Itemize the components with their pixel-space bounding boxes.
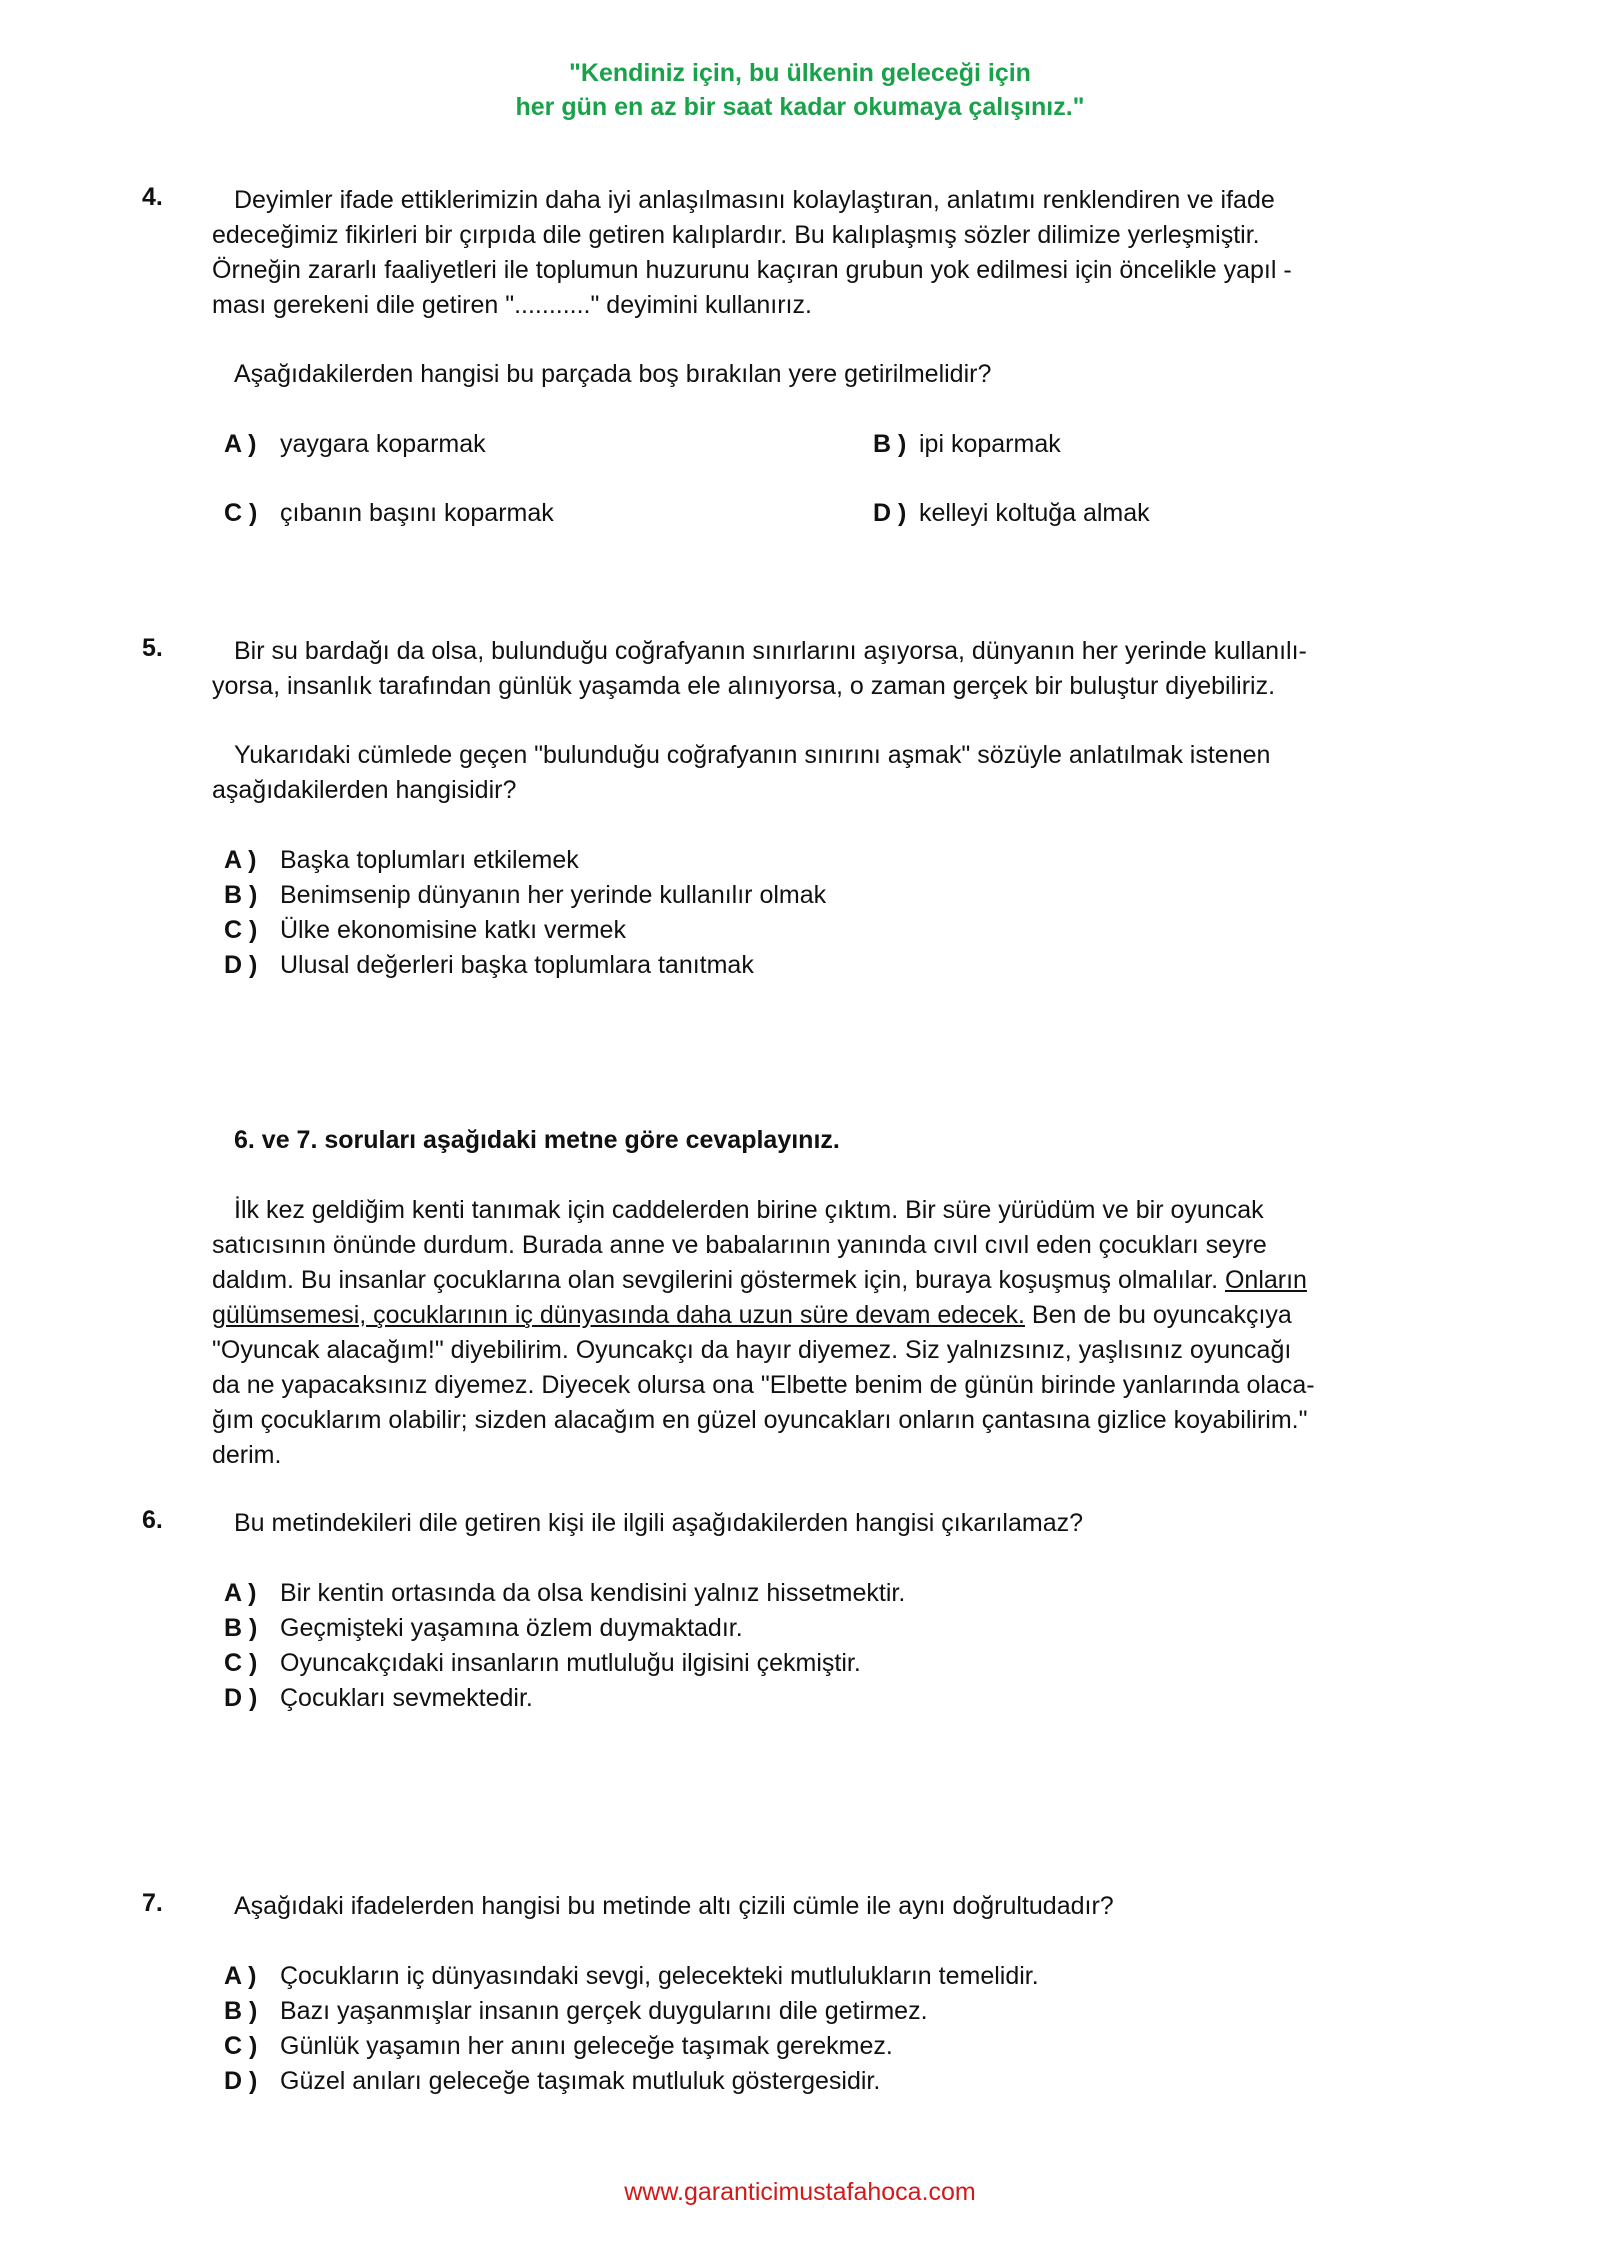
option-text: Ülke ekonomisine katkı vermek — [280, 916, 626, 944]
option-text: Geçmişteki yaşamına özlem duymaktadır. — [280, 1614, 743, 1642]
option-text: Bazı yaşanmışlar insanın gerçek duygularını dile getirmez. — [280, 1997, 928, 2025]
option-d[interactable] — [224, 1681, 533, 1716]
passage-line: ğım çocuklarım olabilir; sizden alacağım en güzel oyuncakları onların çantasına gizlice koyabilirim." — [212, 1406, 1308, 1434]
question-number: 5. — [142, 634, 163, 662]
option-c[interactable] — [224, 2029, 893, 2064]
option-b[interactable] — [224, 878, 826, 913]
option-text: çıbanın başını koparmak — [280, 499, 554, 527]
text-line: Örneğin zararlı faaliyetleri ile toplumun huzurunu kaçıran grubun yok edilmesi için öncelikle yapıl - — [212, 256, 1292, 284]
underlined-sentence: Onların — [1224, 1266, 1307, 1294]
option-text: Güzel anıları geleceğe taşımak mutluluk göstergesidir. — [280, 2067, 881, 2095]
option-text: Başka toplumları etkilemek — [280, 846, 579, 874]
option-a[interactable] — [224, 1959, 1039, 1994]
passage-text — [212, 1193, 1412, 1473]
question-number: 6. — [142, 1506, 163, 1534]
option-letter: D ) — [873, 499, 907, 527]
question-text — [212, 634, 1412, 704]
question-number: 7. — [142, 1889, 163, 1917]
option-a[interactable] — [224, 1576, 905, 1611]
text-line: aşağıdakilerden hangisidir? — [212, 776, 517, 804]
option-text: Günlük yaşamın her anını geleceğe taşımak gerekmez. — [280, 2032, 893, 2060]
passage-line: daldım. Bu insanlar çocuklarına olan sevgilerini göstermek için, buraya koşuşmuş olmalılar. Onların — [212, 1266, 1307, 1294]
option-letter: D ) — [224, 951, 258, 979]
option-d[interactable] — [224, 2064, 880, 2099]
text-line: yorsa, insanlık tarafından günlük yaşamda ele alınıyorsa, o zaman gerçek bir buluştur diyebiliriz. — [212, 672, 1276, 700]
passage-heading: 6. ve 7. soruları aşağıdaki metne göre cevaplayınız. — [234, 1126, 840, 1154]
passage-line: da ne yapacaksınız diyemez. Diyecek olursa ona "Elbette benim de günün birinde yanlarında olaca- — [212, 1371, 1315, 1399]
option-letter: B ) — [224, 1614, 258, 1642]
option-a[interactable] — [224, 427, 486, 462]
option-text: kelleyi koltuğa almak — [919, 499, 1150, 527]
option-letter: A ) — [224, 1962, 257, 1990]
text-line: Yukarıdaki cümlede geçen "bulunduğu coğrafyanın sınırını aşmak" sözüyle anlatılmak istenen — [234, 741, 1271, 769]
option-d[interactable] — [224, 948, 754, 983]
option-c[interactable] — [224, 496, 554, 531]
option-letter: A ) — [224, 1579, 257, 1607]
option-letter: C ) — [224, 499, 258, 527]
question-text — [212, 183, 1412, 323]
question-number: 4. — [142, 183, 163, 211]
passage-line: gülümsemesi, çocuklarının iç dünyasında daha uzun süre devam edecek. Ben de bu oyuncakçıya — [212, 1301, 1292, 1329]
passage-line: İlk kez geldiğim kenti tanımak için caddelerden birine çıktım. Bir süre yürüdüm ve bir oyuncak — [234, 1196, 1264, 1224]
text-line: ması gerekeni dile getiren "..........." deyimini kullanırız. — [212, 291, 812, 319]
footer-website-link[interactable]: www.garanticimustafahoca.com — [624, 2178, 976, 2206]
option-text: Benimsenip dünyanın her yerinde kullanılır olmak — [280, 881, 827, 909]
option-text: Çocukları sevmektedir. — [280, 1684, 533, 1712]
motto-line-2: her gün en az bir saat kadar okumaya çalışınız." — [515, 93, 1085, 121]
option-letter: D ) — [224, 2067, 258, 2095]
option-a[interactable] — [224, 843, 579, 878]
passage-line: "Oyuncak alacağım!" diyebilirim. Oyuncakçı da hayır diyemez. Siz yalnızsınız, yaşlısınız oyuncağı — [212, 1336, 1292, 1364]
option-c[interactable] — [224, 1646, 861, 1681]
text-line: Deyimler ifade ettiklerimizin daha iyi anlaşılmasını kolaylaştıran, anlatımı renklendiren ve ifade — [234, 186, 1275, 214]
option-letter: A ) — [224, 430, 257, 458]
question-prompt — [212, 738, 1412, 808]
motto-header — [0, 56, 1600, 124]
option-letter: C ) — [224, 2032, 258, 2060]
option-d[interactable] — [873, 496, 1150, 531]
underlined-sentence: gülümsemesi, çocuklarının iç dünyasında daha uzun süre devam edecek. — [212, 1301, 1025, 1329]
option-letter: B ) — [224, 1997, 258, 2025]
question-prompt: Bu metindekileri dile getiren kişi ile ilgili aşağıdakilerden hangisi çıkarılamaz? — [234, 1509, 1084, 1537]
option-text: ipi koparmak — [919, 430, 1061, 458]
text-line: edeceğimiz fikirleri bir çırpıda dile getiren kalıplardır. Bu kalıplaşmış sözler dilimize yerleşmiştir. — [212, 221, 1260, 249]
option-letter: A ) — [224, 846, 257, 874]
option-b[interactable] — [224, 1994, 928, 2029]
option-letter: C ) — [224, 916, 258, 944]
question-prompt: Aşağıdakilerden hangisi bu parçada boş bırakılan yere getirilmelidir? — [234, 360, 992, 388]
option-letter: B ) — [873, 430, 907, 458]
option-b[interactable] — [224, 1611, 743, 1646]
option-text: yaygara koparmak — [280, 430, 486, 458]
option-c[interactable] — [224, 913, 626, 948]
option-letter: C ) — [224, 1649, 258, 1677]
passage-line: satıcısının önünde durdum. Burada anne ve babalarının yanında cıvıl cıvıl eden çocukları seyre — [212, 1231, 1267, 1259]
option-b[interactable] — [873, 427, 1061, 462]
option-text: Çocukların iç dünyasındaki sevgi, gelecekteki mutlulukların temelidir. — [280, 1962, 1039, 1990]
option-text: Oyuncakçıdaki insanların mutluluğu ilgisini çekmiştir. — [280, 1649, 861, 1677]
option-letter: B ) — [224, 881, 258, 909]
passage-line: derim. — [212, 1441, 282, 1469]
text-line: Bir su bardağı da olsa, bulunduğu coğrafyanın sınırlarını aşıyorsa, dünyanın her yerinde kullanılı- — [234, 637, 1307, 665]
option-letter: D ) — [224, 1684, 258, 1712]
motto-line-1: "Kendiniz için, bu ülkenin geleceği için — [569, 59, 1031, 87]
question-prompt: Aşağıdaki ifadelerden hangisi bu metinde altı çizili cümle ile aynı doğrultudadır? — [234, 1892, 1114, 1920]
option-text: Ulusal değerleri başka toplumlara tanıtmak — [280, 951, 754, 979]
option-text: Bir kentin ortasında da olsa kendisini yalnız hissetmektir. — [280, 1579, 906, 1607]
